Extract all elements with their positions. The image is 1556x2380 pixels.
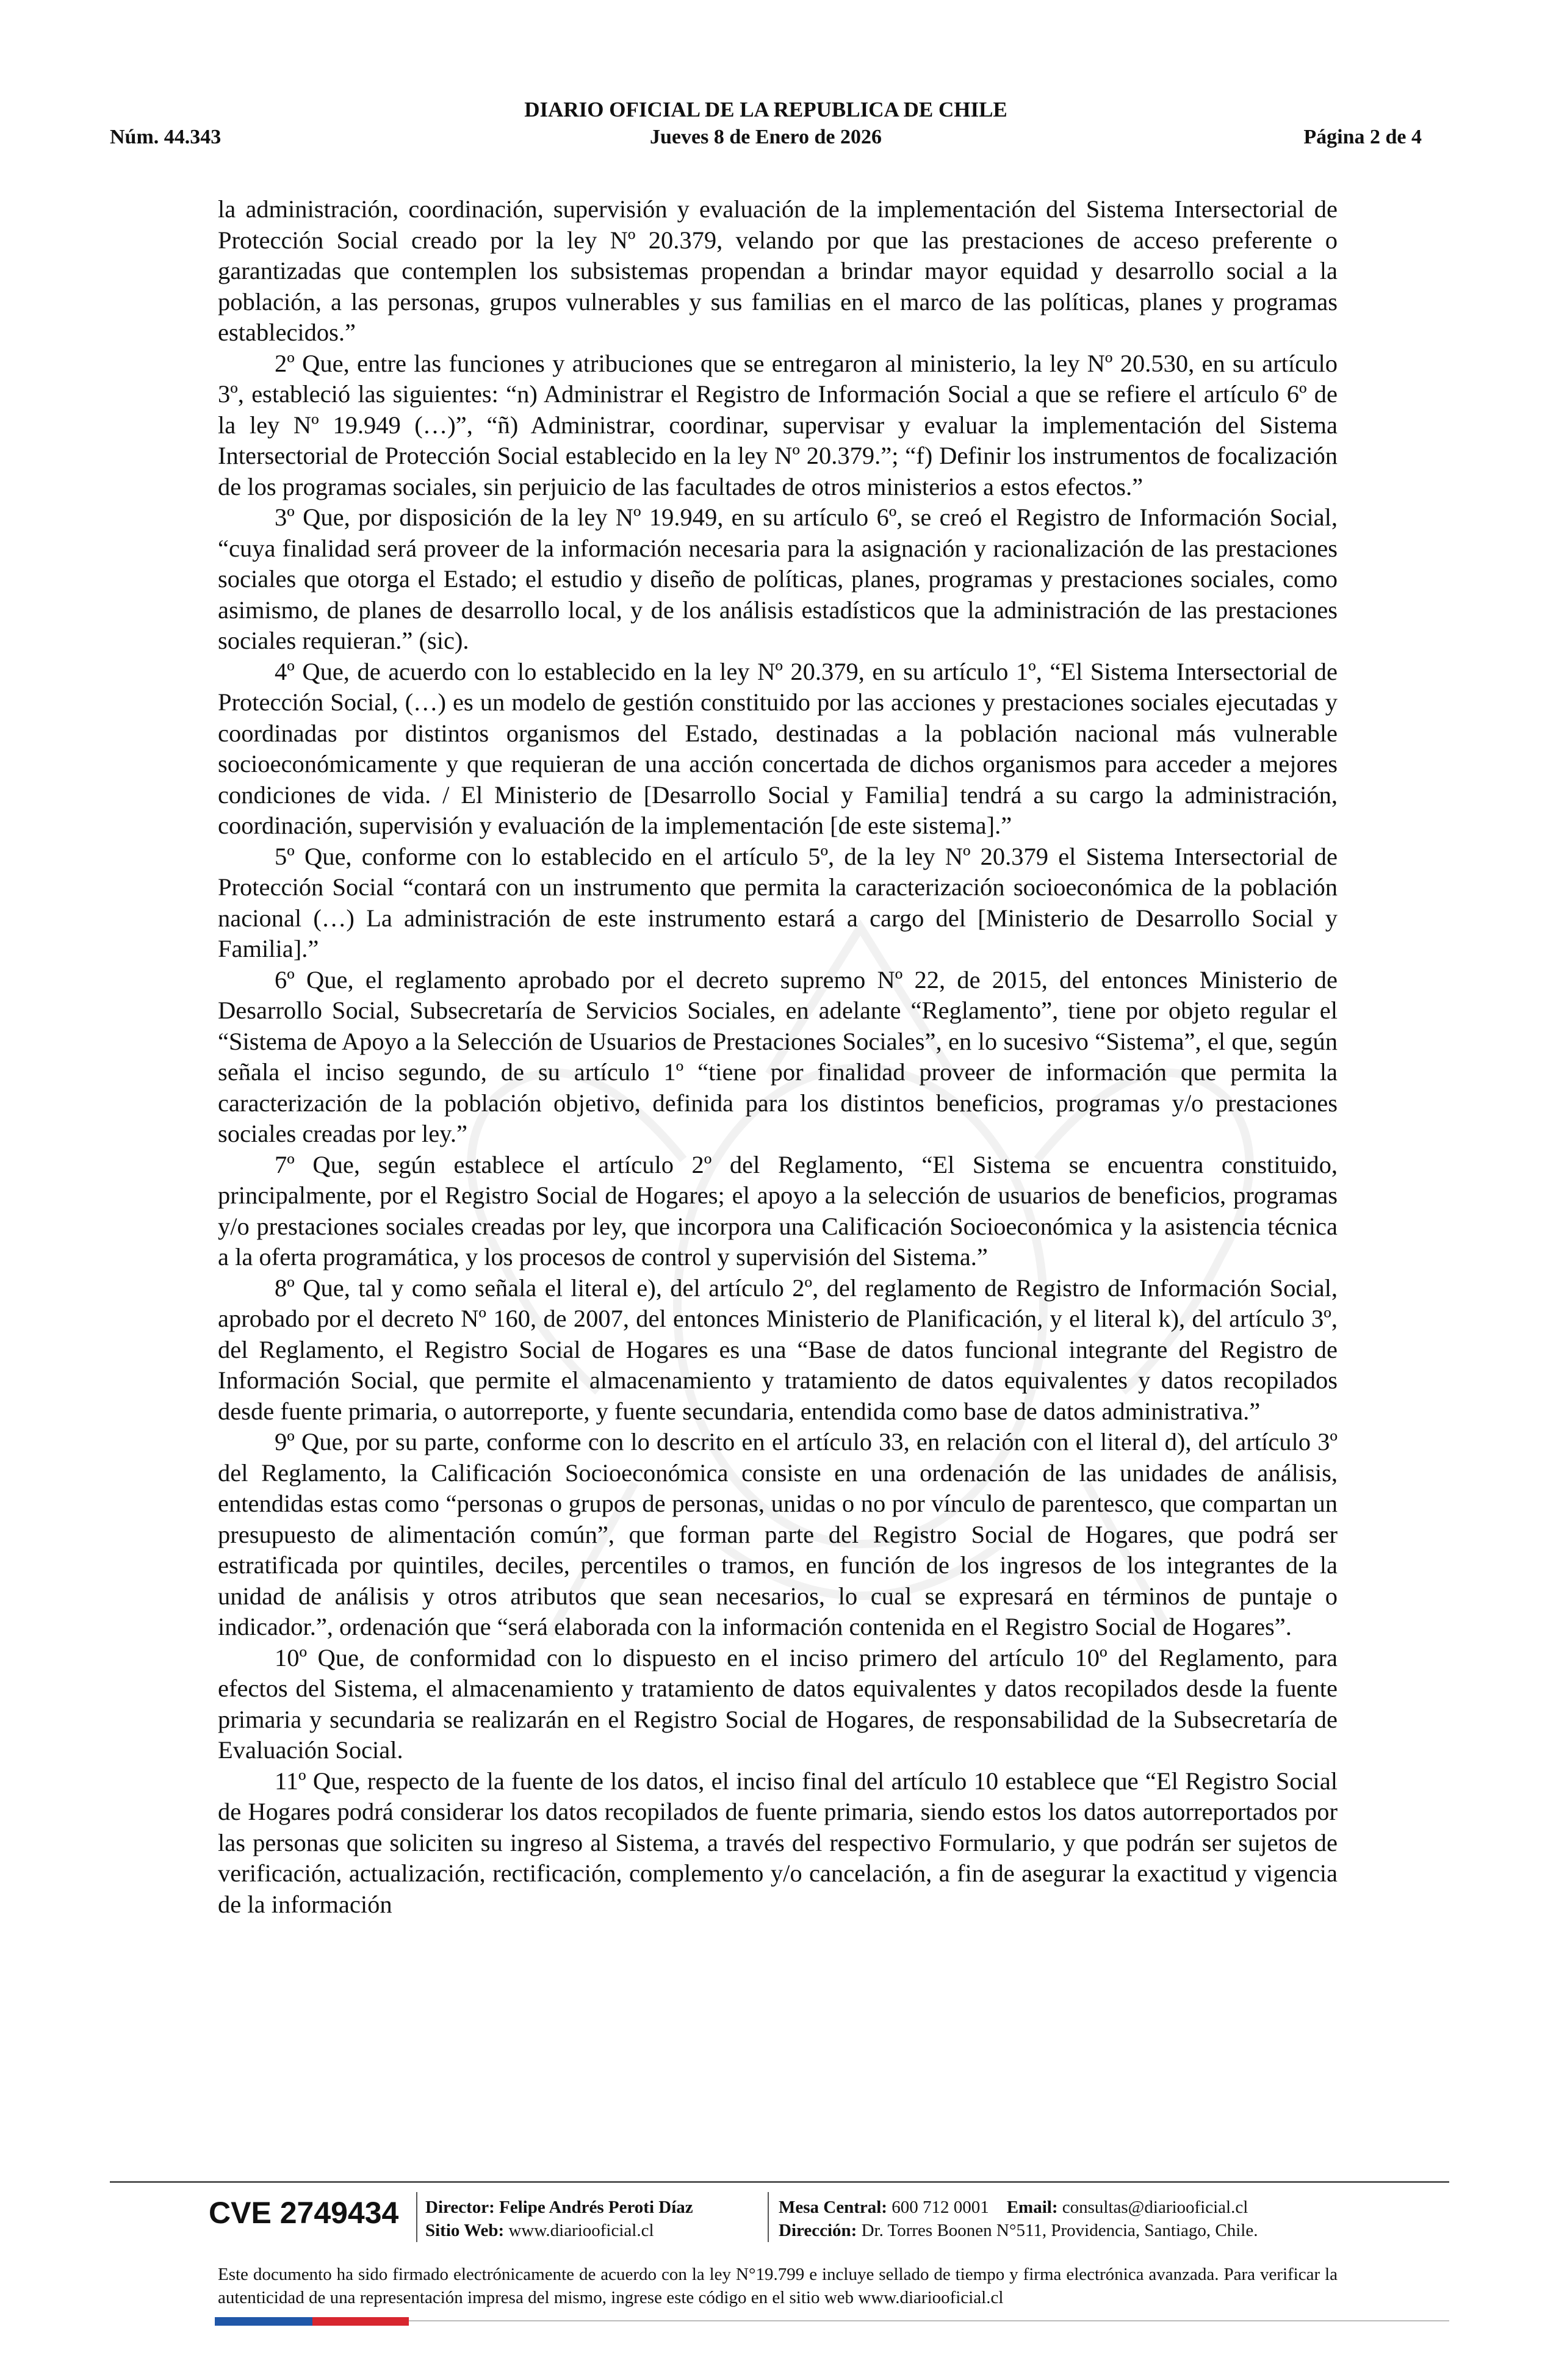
issue-number: Núm. 44.343: [110, 126, 222, 148]
page-header: [110, 98, 1422, 153]
email-label: Email:: [1006, 2198, 1058, 2217]
issue-date: Jueves 8 de Enero de 2026: [650, 126, 882, 148]
document-body: [218, 194, 1338, 1920]
paragraph-8: 8º Que, tal y como señala el literal e), del artículo 2º, del reglamento de Registro de Información Social, aprobado por el decreto Nº 160, de 2007, del entonces Ministerio de Planificación, y el literal k), del artículo 3º, del Reglamento, el Registro Social de Hogares es una “Base de datos funcional integrante del Registro de Información Social, que permite el almacenamiento y tratamiento de datos equivalentes y datos recopilados desde fuente primaria, o autorreporte, y fuente secundaria, entendida como base de datos administrativa.”: [218, 1274, 1338, 1425]
paragraph-7: 7º Que, según establece el artículo 2º del Reglamento, “El Sistema se encuentra constituido, principalmente, por el Registro Social de Hogares; el apoyo a la selección de usuarios de beneficios, programas y/o prestaciones sociales creadas por ley, que incorpora una Calificación Socioeconómica y la asistencia técnica a la oferta programática, y los procesos de control y supervisión del Sistema.”: [218, 1150, 1338, 1271]
website-link[interactable]: www.diariooficial.cl: [508, 2221, 654, 2240]
paragraph-4: 4º Que, de acuerdo con lo establecido en la ley Nº 20.379, en su artículo 1º, “El Sistema Intersectorial de Protección Social, (…) es un modelo de gestión constituido por las acciones y prestaciones sociales ejecutadas y coordinadas por distintos organismos del Estado, destinadas a la población nacional más vulnerable socioeconómicamente y que requieran de una acción concertada de dichos organismos para acceder a mejores condiciones de vida. / El Ministerio de [Desarrollo Social y Familia] tendrá a su cargo la administración, coordinación, supervisión y evaluación de la implementación [de este sistema].”: [218, 657, 1338, 839]
footer-director-block: [425, 2196, 693, 2242]
newspaper-title: DIARIO OFICIAL DE LA REPUBLICA DE CHILE: [524, 98, 1007, 121]
paragraph-5: 5º Que, conforme con lo establecido en el artículo 5º, de la ley Nº 20.379 el Sistema Intersectorial de Protección Social “contará con un instrumento que permita la caracterización socioeconómica de la población nacional (…) La administración de este instrumento estará a cargo del [Ministerio de Desarrollo Social y Familia].”: [218, 842, 1338, 962]
footer-separator: [416, 2192, 417, 2242]
address-text: Dr. Torres Boonen N°511, Providencia, Santiago, Chile.: [861, 2221, 1258, 2240]
paragraph-11: 11º Que, respecto de la fuente de los datos, el inciso final del artículo 10 establece que “El Registro Social de Hogares podrá considerar los datos recopilados de fuente primaria, siendo estos los datos autorreportados por las personas que soliciten su ingreso al Sistema, a través del respectivo Formulario, y que podrán ser sujetos de verificación, actualización, rectificación, complemento y/o cancelación, a fin de asegurar la exactitud y vigencia de la información: [218, 1767, 1338, 1918]
phone-label: Mesa Central:: [779, 2198, 887, 2217]
email-link[interactable]: consultas@diariooficial.cl: [1062, 2198, 1248, 2217]
paragraph-2: 2º Que, entre las funciones y atribuciones que se entregaron al ministerio, la ley Nº 20.530, en su artículo 3º, estableció las siguientes: “n) Administrar el Registro de Información Social a que se refiere el artículo 6º de la ley Nº 19.949 (…)”, “ñ) Administrar, coordinar, supervisar y evaluar la implementación del Sistema Intersectorial de Protección Social establecido en la ley Nº 20.379.”; “f) Definir los instrumentos de focalización de los programas sociales, sin perjuicio de las facultades de otros ministerios a estos efectos.”: [218, 349, 1338, 500]
footer-separator: [768, 2192, 769, 2242]
page-number: Página 2 de 4: [1303, 126, 1422, 148]
cve-code: CVE 2749434: [209, 2196, 399, 2230]
paragraph-continuation: la administración, coordinación, supervisión y evaluación de la implementación del Sistema Intersectorial de Protección Social creado por la ley Nº 20.379, velando por que las prestaciones de acceso preferente o garantizadas que contemplen los subsistemas propendan a brindar mayor equidad y desarrollo social a la población, a las personas, grupos vulnerables y sus familias en el marco de las políticas, planes y programas establecidos.”: [218, 195, 1338, 346]
footer-divider: [110, 2181, 1449, 2183]
flag-red-segment: [312, 2317, 409, 2326]
paragraph-9: 9º Que, por su parte, conforme con lo descrito en el artículo 33, en relación con el literal d), del artículo 3º del Reglamento, la Calificación Socioeconómica consiste en una ordenación de las unidades de análisis, entendidas estas como “personas o grupos de personas, unidas o no por vínculo de parentesco, que compartan un presupuesto de alimentación común”, que forman parte del Registro Social de Hogares, que podrá ser estratificada por quintiles, deciles, percentiles o tramos, en función de los ingresos de los integrantes de la unidad de análisis y otros atributos que sean necesarios, lo cual se expresará en términos de puntaje o indicador.”, ordenación que “será elaborada con la información contenida en el Registro Social de Hogares”.: [218, 1428, 1338, 1640]
chile-flag-stripe: [215, 2317, 409, 2326]
paragraph-3: 3º Que, por disposición de la ley Nº 19.949, en su artículo 6º, se creó el Registro de Información Social, “cuya finalidad será proveer de la información necesaria para la asignación y racionalización de las prestaciones sociales que otorga el Estado; el estudio y diseño de políticas, planes, programas y prestaciones sociales, como asimismo, de planes de desarrollo local, y de los análisis estadísticos que la administración de las prestaciones sociales requieran.” (sic).: [218, 503, 1338, 654]
director-name: Felipe Andrés Peroti Díaz: [499, 2198, 693, 2217]
footer-contact-block: [779, 2196, 1258, 2242]
paragraph-10: 10º Que, de conformidad con lo dispuesto en el inciso primero del artículo 10º del Reglamento, para efectos del Sistema, el almacenamiento y tratamiento de datos equivalentes y datos recopilados desde la fuente primaria y secundaria se realizarán en el Registro Social de Hogares, de responsabilidad de la Subsecretaría de Evaluación Social.: [218, 1643, 1338, 1764]
phone-number: 600 712 0001: [891, 2198, 989, 2217]
legal-notice: Este documento ha sido firmado electrónicamente de acuerdo con la ley N°19.799 e incluye sellado de tiempo y firma electrónica avanzada. Para verificar la autenticidad de una representación impresa del mismo, ingrese este código en el sitio web www.diariooficial.cl: [218, 2265, 1338, 2307]
paragraph-6: 6º Que, el reglamento aprobado por el decreto supremo Nº 22, de 2015, del entonces Ministerio de Desarrollo Social, Subsecretaría de Servicios Sociales, en adelante “Reglamento”, tiene por objeto regular el “Sistema de Apoyo a la Selección de Usuarios de Prestaciones Sociales”, en lo sucesivo “Sistema”, el que, según señala el inciso segundo, de su artículo 1º “tiene por finalidad proveer de información que permita la caracterización de la población objetivo, definida para los distintos beneficios, programas y/o prestaciones sociales creadas por ley.”: [218, 965, 1338, 1147]
footer-bottom-rule: [409, 2320, 1449, 2321]
director-label: Director:: [425, 2198, 495, 2217]
address-label: Dirección:: [779, 2221, 857, 2240]
flag-blue-segment: [215, 2317, 312, 2326]
website-label: Sitio Web:: [425, 2221, 505, 2240]
